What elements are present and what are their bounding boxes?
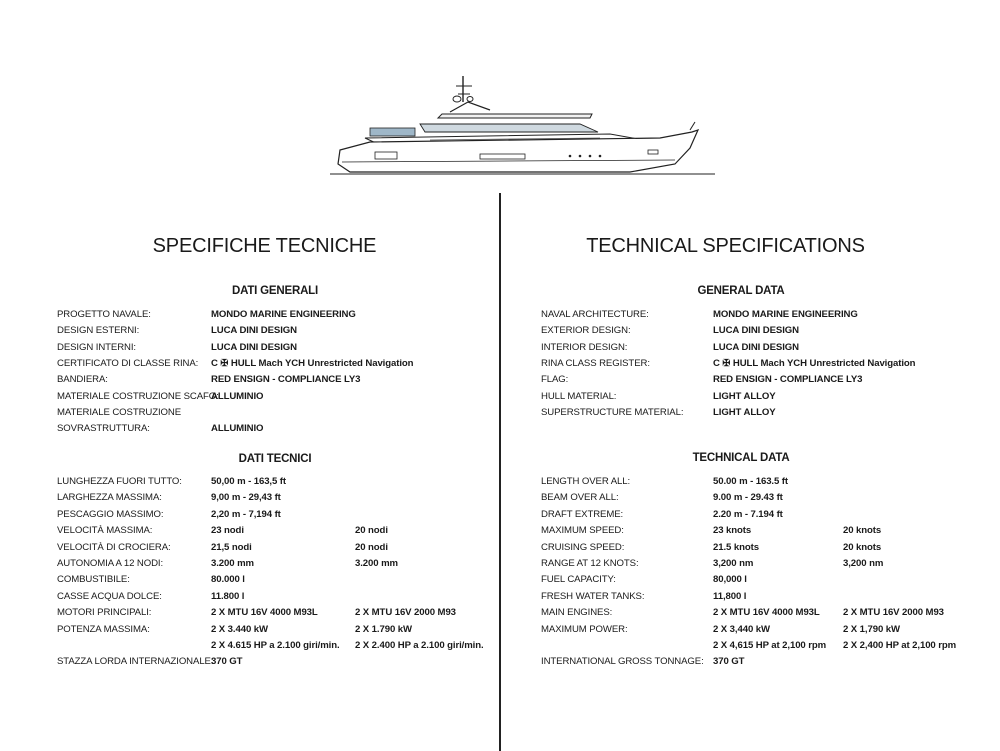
spec-label: AUTONOMIA A 12 NODI:: [57, 558, 164, 569]
spec-label: NAVAL ARCHITECTURE:: [541, 309, 649, 320]
spec-label: LARGHEZZA MASSIMA:: [57, 492, 162, 504]
section-heading-technical-en: TECHNICAL DATA: [692, 452, 790, 464]
spec-value-primary: 2 X 4,615 HP at 2,100 rpm: [713, 640, 827, 651]
spec-label: RANGE AT 12 KNOTS:: [541, 558, 639, 569]
spec-value-secondary: 20 nodi: [355, 525, 388, 537]
spec-label: MAXIMUM SPEED:: [541, 525, 624, 537]
spec-label: EXTERIOR DESIGN:: [541, 325, 631, 337]
spec-value: MONDO MARINE ENGINEERING: [713, 309, 858, 320]
spec-value-primary: 370 GT: [211, 656, 243, 668]
spec-value: ALLUMINIO: [211, 423, 264, 435]
spec-value-primary: 2.20 m - 7.194 ft: [713, 508, 783, 520]
spec-value-secondary: 2 X 1.790 kW: [355, 623, 412, 635]
spec-value: C ✠ HULL Mach YCH Unrestricted Navigation: [713, 357, 916, 369]
spec-value-primary: 370 GT: [713, 656, 745, 668]
spec-value: RED ENSIGN - COMPLIANCE LY3: [713, 374, 863, 386]
spec-value-primary: 11.800 l: [211, 590, 245, 602]
spec-value-secondary: 2 X MTU 16V 2000 M93: [843, 607, 944, 619]
spec-value-primary: 3,200 nm: [713, 558, 754, 569]
spec-value-primary: 21,5 nodi: [211, 541, 252, 553]
spec-label: MAIN ENGINES:: [541, 607, 613, 619]
spec-label: MATERIALE COSTRUZIONE: [57, 406, 182, 418]
spec-label: BEAM OVER ALL:: [541, 492, 619, 504]
spec-value-primary: 2 X 4.615 HP a 2.100 giri/min.: [211, 640, 340, 651]
spec-value-primary: 9.00 m - 29.43 ft: [713, 492, 783, 504]
spec-label: MATERIALE COSTRUZIONE SCAFO:: [57, 390, 219, 402]
spec-value-secondary: 20 knots: [843, 541, 882, 553]
spec-label: FUEL CAPACITY:: [541, 574, 616, 586]
spec-label: FLAG:: [541, 374, 569, 386]
spec-value: LUCA DINI DESIGN: [211, 325, 297, 337]
spec-label: POTENZA MASSIMA:: [57, 623, 150, 635]
spec-value: LIGHT ALLOY: [713, 390, 776, 402]
spec-label: MAXIMUM POWER:: [541, 623, 628, 635]
spec-value-secondary: 2 X 2.400 HP a 2.100 giri/min.: [355, 640, 484, 651]
spec-value-primary: 2 X MTU 16V 4000 M93L: [713, 607, 820, 619]
spec-label: HULL MATERIAL:: [541, 390, 617, 402]
spec-value: LIGHT ALLOY: [713, 406, 776, 418]
spec-value-secondary: 3,200 nm: [843, 558, 884, 569]
spec-label: STAZZA LORDA INTERNAZIONALE:: [57, 656, 214, 668]
spec-label: VELOCITÀ MASSIMA:: [57, 525, 153, 537]
spec-label: CASSE ACQUA DOLCE:: [57, 590, 162, 602]
spec-value: LUCA DINI DESIGN: [713, 341, 799, 353]
spec-value-primary: 21.5 knots: [713, 541, 759, 553]
spec-value-secondary: 20 knots: [843, 525, 882, 537]
section-heading-general-it: DATI GENERALI: [232, 285, 318, 297]
spec-value-primary: 2,20 m - 7,194 ft: [211, 508, 281, 520]
spec-value-primary: 50.00 m - 163.5 ft: [713, 476, 788, 487]
spec-label: SUPERSTRUCTURE MATERIAL:: [541, 406, 684, 418]
spec-label: PESCAGGIO MASSIMO:: [57, 508, 164, 520]
spec-label: FRESH WATER TANKS:: [541, 590, 645, 602]
spec-value: LUCA DINI DESIGN: [211, 341, 297, 353]
spec-label: DRAFT EXTREME:: [541, 508, 624, 520]
spec-label: MOTORI PRINCIPALI:: [57, 607, 152, 619]
spec-value: MONDO MARINE ENGINEERING: [211, 309, 356, 320]
spec-value-primary: 11,800 l: [713, 590, 747, 602]
page-title-it: SPECIFICHE TECNICHE: [152, 235, 377, 257]
italian-column: [0, 0, 499, 751]
spec-label: DESIGN ESTERNI:: [57, 325, 140, 337]
spec-value-secondary: 2 X MTU 16V 2000 M93: [355, 607, 456, 619]
spec-value-primary: 3.200 mm: [211, 558, 254, 569]
spec-label: CRUISING SPEED:: [541, 541, 625, 553]
spec-label: INTERNATIONAL GROSS TONNAGE:: [541, 656, 704, 668]
spec-label: DESIGN INTERNI:: [57, 341, 136, 353]
section-heading-technical-it: DATI TECNICI: [238, 453, 312, 465]
spec-value-secondary: 2 X 1,790 kW: [843, 623, 900, 635]
spec-label: SOVRASTRUTTURA:: [57, 423, 150, 435]
spec-value-primary: 23 knots: [713, 525, 752, 537]
spec-value-secondary: 3.200 mm: [355, 558, 398, 569]
spec-value-primary: 9,00 m - 29,43 ft: [211, 492, 281, 504]
spec-value-primary: 23 nodi: [211, 525, 244, 537]
spec-value-primary: 50,00 m - 163,5 ft: [211, 476, 286, 487]
spec-value-primary: 2 X MTU 16V 4000 M93L: [211, 607, 318, 619]
spec-value: ALLUMINIO: [211, 390, 264, 402]
spec-label: BANDIERA:: [57, 374, 108, 386]
spec-value: LUCA DINI DESIGN: [713, 325, 799, 337]
spec-label: INTERIOR DESIGN:: [541, 341, 628, 353]
section-heading-general-en: GENERAL DATA: [697, 285, 785, 297]
spec-value-primary: 2 X 3.440 kW: [211, 623, 268, 635]
spec-value: RED ENSIGN - COMPLIANCE LY3: [211, 374, 361, 386]
spec-value-secondary: 20 nodi: [355, 541, 388, 553]
spec-label: CERTIFICATO DI CLASSE RINA:: [57, 357, 199, 369]
page-title-en: TECHNICAL SPECIFICATIONS: [586, 235, 865, 257]
spec-value: C ✠ HULL Mach YCH Unrestricted Navigation: [211, 357, 414, 369]
spec-value-primary: 80,000 l: [713, 574, 747, 586]
spec-value-primary: 80.000 l: [211, 574, 245, 586]
spec-label: LENGTH OVER ALL:: [541, 476, 631, 487]
spec-label: LUNGHEZZA FUORI TUTTO:: [57, 476, 182, 487]
spec-label: PROGETTO NAVALE:: [57, 309, 151, 320]
spec-label: COMBUSTIBILE:: [57, 574, 130, 586]
spec-label: RINA CLASS REGISTER:: [541, 357, 650, 369]
spec-label: VELOCITÀ DI CROCIERA:: [57, 541, 171, 553]
spec-value-primary: 2 X 3,440 kW: [713, 623, 770, 635]
spec-value-secondary: 2 X 2,400 HP at 2,100 rpm: [843, 640, 957, 651]
english-column: [501, 0, 1000, 751]
